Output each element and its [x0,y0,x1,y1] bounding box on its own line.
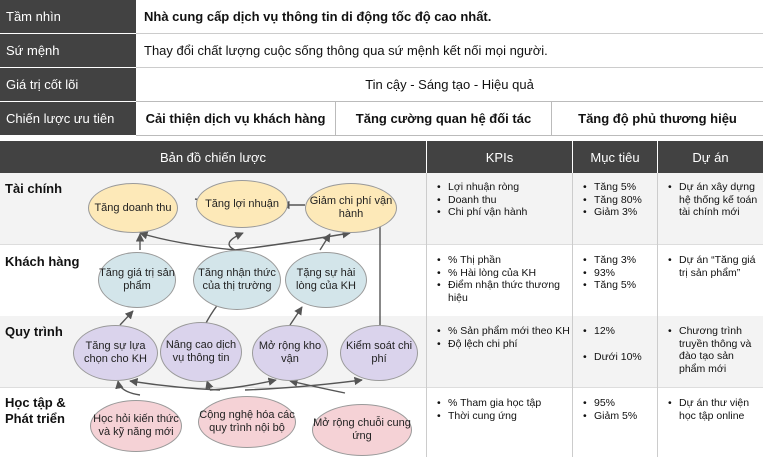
node-customer-choice: Tăng sự lựa chọn cho KH [73,325,158,381]
node-customer-satisfaction: Tặng sự hài lòng của KH [285,252,367,308]
target-item: • Giảm 5% [594,410,656,423]
kpi-cell-customer [432,254,570,304]
kpi-item: • Độ lệch chi phí [448,338,570,351]
header-targets: Mục tiêu [573,141,657,173]
values-text: Tin cậy - Sáng tạo - Hiệu quả [365,77,534,92]
project-cell-financial [663,181,761,219]
target-item: • Tăng 80% [594,194,656,207]
kpi-item: • Doanh thu [448,194,570,207]
kpi-item: • % Thị phần [448,254,570,267]
project-cell-learning [663,397,761,422]
node-increase-market-awareness: Tăng nhận thức của thị trường [193,250,281,310]
priority-2: Tăng cường quan hệ đối tác [336,102,552,135]
priority-3: Tăng độ phủ thương hiệu [578,111,737,126]
project-item: • Dự án xây dựng hệ thống kế toán tài chính mới [679,181,761,219]
project-item: • Dự án thư viện học tập online [679,397,761,422]
vision-label: Tầm nhìn [0,0,136,33]
project-item: • Dự án “Tăng giá trị sản phẩm” [679,254,761,279]
mission-text: Thay đổi chất lượng cuộc sống thông qua sứ mệnh kết nối mọi người. [144,43,548,58]
kpi-item: • % Hài lòng của KH [448,267,570,280]
kpi-item: • Chi phí vận hành [448,206,570,219]
target-cell-financial [578,181,656,219]
mission-label: Sứ mệnh [0,34,136,67]
node-increase-product-value: Tăng giá trị sản phẩm [98,252,176,308]
node-reduce-operating-cost: Giảm chi phí vận hành [305,183,397,233]
perspective-learning: Học tập & Phát triển [5,395,66,426]
perspective-financial: Tài chính [5,181,63,196]
kpi-item: • % Tham gia học tập [448,397,570,410]
node-increase-revenue: Tăng doanh thu [88,183,178,233]
target-cell-process [578,325,656,363]
target-item: • 93% [594,267,656,280]
kpi-item: • Điểm nhận thức thương hiệu [448,279,570,304]
target-cell-customer [578,254,656,292]
values-label: Giá trị cốt lõi [0,68,136,101]
target-item: • Tăng 5% [594,181,656,194]
project-item: • Chương trình truyền thông và đào tạo sản phẩm mới [679,325,761,375]
header-kpis: KPIs [427,141,572,173]
header-strategy-map: Bản đồ chiến lược [0,141,426,173]
node-increase-profit: Tăng lợi nhuận [196,180,288,228]
kpi-item: • % Sản phẩm mới theo KH [448,325,570,338]
target-item: • Tăng 3% [594,254,656,267]
target-item: • Tăng 5% [594,279,656,292]
header-projects: Dự án [658,141,763,173]
node-expand-warehouse: Mở rộng kho vận [252,325,328,381]
kpi-cell-learning [432,397,570,422]
target-item: • 95% [594,397,656,410]
node-cost-control: Kiểm soát chi phí [340,325,418,381]
node-expand-supply-chain: Mở rộng chuỗi cung ứng [312,404,412,456]
priority-label: Chiến lược ưu tiên [0,102,136,135]
project-cell-process [663,325,761,375]
node-learn-skills: Học hỏi kiến thức và kỹ năng mới [90,400,182,452]
node-process-technology: Cộng nghệ hóa các quy trình nội bộ [198,396,296,448]
project-cell-customer [663,254,761,279]
kpi-item: • Thời cung ứng [448,410,570,423]
target-item: • Giảm 3% [594,206,656,219]
perspective-process: Quy trình [5,324,63,339]
kpi-item: • Lợi nhuận ròng [448,181,570,194]
node-improve-info-service: Nâng cao dịch vụ thông tin [160,322,242,382]
kpi-cell-financial [432,181,570,219]
target-item: • 12% [594,325,656,338]
vision-text: Nhà cung cấp dịch vụ thông tin di động tốc độ cao nhất. [144,9,492,24]
target-item: • Dưới 10% [594,351,656,364]
perspective-customer: Khách hàng [5,254,80,269]
target-cell-learning [578,397,656,422]
priority-1: Cải thiện dịch vụ khách hàng [136,102,336,135]
kpi-cell-process [432,325,570,350]
